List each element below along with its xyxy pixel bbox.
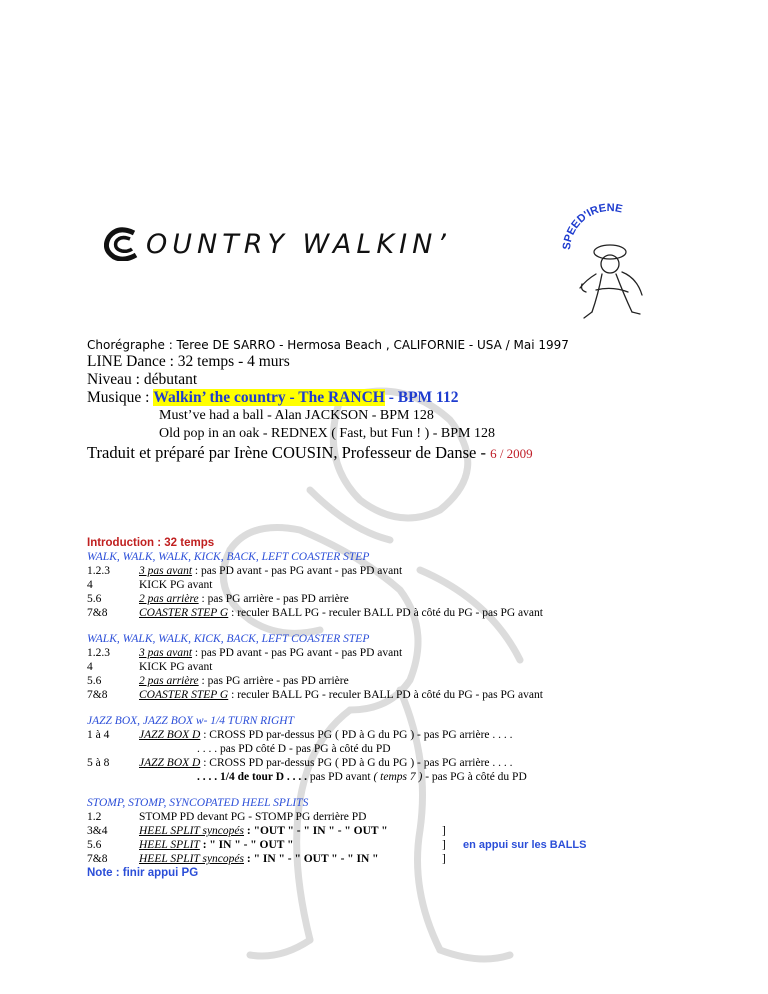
section-jazz bbox=[87, 714, 757, 784]
step-row bbox=[87, 646, 757, 660]
step-text: KICK PG avant bbox=[139, 579, 213, 591]
step-row bbox=[87, 810, 757, 824]
section-2 bbox=[87, 632, 757, 702]
count: 7&8 bbox=[87, 853, 108, 865]
count: 4 bbox=[87, 579, 93, 591]
step-text: - pas PG à côté du PD bbox=[422, 771, 527, 783]
count: 1.2 bbox=[87, 811, 102, 823]
step-desc bbox=[139, 688, 543, 702]
step-row bbox=[87, 578, 757, 592]
step-text: : CROSS PD par-dessus PG ( PD à G du PG ) - pas PG arrière . . . . bbox=[200, 729, 513, 741]
count: 5.6 bbox=[87, 593, 102, 605]
bracket: ] bbox=[442, 853, 446, 865]
step-continuation bbox=[87, 770, 757, 784]
bracket: ] bbox=[442, 839, 446, 851]
step-row bbox=[87, 660, 757, 674]
step-continuation: . . . . pas PD côté D - pas PG à côté du PD bbox=[197, 743, 391, 755]
step-text: : reculer BALL PG - reculer BALL PD à côté du PG - pas PG avant bbox=[228, 689, 543, 701]
count: 4 bbox=[87, 661, 93, 673]
step-name: 2 pas arrière bbox=[139, 593, 199, 605]
step-row bbox=[87, 592, 757, 606]
title-text: OUNTRY WALKIN’ bbox=[146, 228, 451, 260]
step-text: KICK PG avant bbox=[139, 661, 213, 673]
count: 1.2.3 bbox=[87, 565, 110, 577]
count: 5 à 8 bbox=[87, 757, 110, 769]
cowgirl-dancer-icon bbox=[580, 245, 642, 318]
note-line: Note : finir appui PG bbox=[87, 867, 199, 879]
count: 5.6 bbox=[87, 675, 102, 687]
translator-line bbox=[87, 443, 747, 464]
step-text: : pas PG arrière - pas PD arrière bbox=[198, 593, 349, 605]
step-sheet bbox=[87, 536, 757, 892]
section-title: WALK, WALK, WALK, KICK, BACK, LEFT COASTER STEP bbox=[87, 551, 370, 563]
count: 7&8 bbox=[87, 607, 108, 619]
music-alt-1: Must’ve had a ball - Alan JACKSON - BPM 128 bbox=[159, 408, 434, 423]
section-title: JAZZ BOX, JAZZ BOX w- 1/4 TURN RIGHT bbox=[87, 715, 294, 727]
step-name: COASTER STEP G bbox=[139, 689, 229, 701]
step-desc bbox=[139, 824, 388, 838]
step-name: HEEL SPLIT bbox=[139, 839, 200, 851]
header bbox=[87, 337, 747, 464]
step-name: HEEL SPLIT syncopés bbox=[139, 825, 244, 837]
balls-note: en appui sur les BALLS bbox=[463, 839, 587, 851]
turn-text: . . . . 1/4 de tour D . . . . bbox=[197, 771, 307, 783]
step-row bbox=[87, 606, 757, 620]
count: 1.2.3 bbox=[87, 647, 110, 659]
translator-text: Traduit et préparé par Irène COUSIN, Professeur de Danse - bbox=[87, 443, 491, 462]
swirl-c-icon bbox=[104, 227, 144, 261]
step-name: HEEL SPLIT syncopés bbox=[139, 853, 244, 865]
main-song-bpm: - BPM 112 bbox=[384, 389, 459, 406]
musique-label: Musique : bbox=[87, 389, 154, 406]
section-title: WALK, WALK, WALK, KICK, BACK, LEFT COASTER STEP bbox=[87, 633, 370, 645]
step-row bbox=[87, 852, 757, 866]
step-desc bbox=[139, 728, 513, 742]
section-title: STOMP, STOMP, SYNCOPATED HEEL SPLITS bbox=[87, 797, 309, 809]
step-text: : pas PD avant - pas PG avant - pas PD avant bbox=[192, 565, 403, 577]
step-name: JAZZ BOX D bbox=[139, 729, 201, 741]
section-stomp bbox=[87, 796, 757, 880]
step-row bbox=[87, 674, 757, 688]
main-song: Walkin’ the country - The RANCH bbox=[153, 389, 385, 406]
step-row bbox=[87, 688, 757, 702]
step-row bbox=[87, 564, 757, 578]
step-text: : CROSS PD par-dessus PG ( PD à G du PG ) - pas PG arrière . . . . bbox=[200, 757, 513, 769]
section-1 bbox=[87, 550, 757, 620]
step-text: : pas PD avant - pas PG avant - pas PD avant bbox=[192, 647, 403, 659]
step-text: : pas PG arrière - pas PD arrière bbox=[198, 675, 349, 687]
line-dance-line: LINE Dance : 32 temps - 4 murs bbox=[87, 353, 290, 370]
svg-text:SPEED'IRENE bbox=[561, 202, 624, 250]
step-name: 2 pas arrière bbox=[139, 675, 199, 687]
bracket: ] bbox=[442, 825, 446, 837]
count: 5.6 bbox=[87, 839, 102, 851]
step-text: : "OUT " - " IN " - " OUT " bbox=[244, 825, 388, 837]
date: 6 / 2009 bbox=[490, 446, 533, 461]
step-text: : reculer BALL PG - reculer BALL PD à côté du PG - pas PG avant bbox=[228, 607, 543, 619]
step-row bbox=[87, 728, 757, 742]
step-desc bbox=[139, 674, 349, 688]
step-text: : " IN " - " OUT " bbox=[199, 839, 294, 851]
count: 7&8 bbox=[87, 689, 108, 701]
count: 1 à 4 bbox=[87, 729, 110, 741]
intro-line: Introduction : 32 temps bbox=[87, 537, 215, 549]
logo-text: SPEED'IRENE bbox=[560, 201, 624, 251]
count: 3&4 bbox=[87, 825, 108, 837]
step-desc bbox=[139, 756, 513, 770]
step-row bbox=[87, 824, 757, 838]
step-desc bbox=[139, 646, 402, 660]
step-text: pas PD avant bbox=[307, 771, 371, 783]
step-name: JAZZ BOX D bbox=[139, 757, 201, 769]
count-note: ( temps 7 ) bbox=[370, 771, 423, 783]
step-text: : " IN " - " OUT " - " IN " bbox=[244, 853, 379, 865]
step-name: 3 pas avant bbox=[139, 565, 193, 577]
step-desc bbox=[139, 852, 379, 866]
step-desc bbox=[139, 838, 294, 852]
step-text: STOMP PD devant PG - STOMP PG derrière PD bbox=[139, 811, 367, 823]
step-desc bbox=[139, 592, 349, 606]
step-row bbox=[87, 756, 757, 770]
speed-irene-logo bbox=[552, 200, 662, 325]
step-name: COASTER STEP G bbox=[139, 607, 229, 619]
music-alt-2: Old pop in an oak - REDNEX ( Fast, but Fun ! ) - BPM 128 bbox=[159, 426, 495, 441]
choreographer-line: Chorégraphe : Teree DE SARRO - Hermosa Beach , CALIFORNIE - USA / Mai 1997 bbox=[87, 338, 569, 352]
step-desc bbox=[139, 606, 543, 620]
step-row bbox=[87, 838, 757, 852]
niveau-line: Niveau : débutant bbox=[87, 371, 198, 388]
musique-line bbox=[87, 389, 747, 407]
step-desc bbox=[139, 564, 402, 578]
step-name: 3 pas avant bbox=[139, 647, 193, 659]
page-title bbox=[104, 224, 451, 264]
